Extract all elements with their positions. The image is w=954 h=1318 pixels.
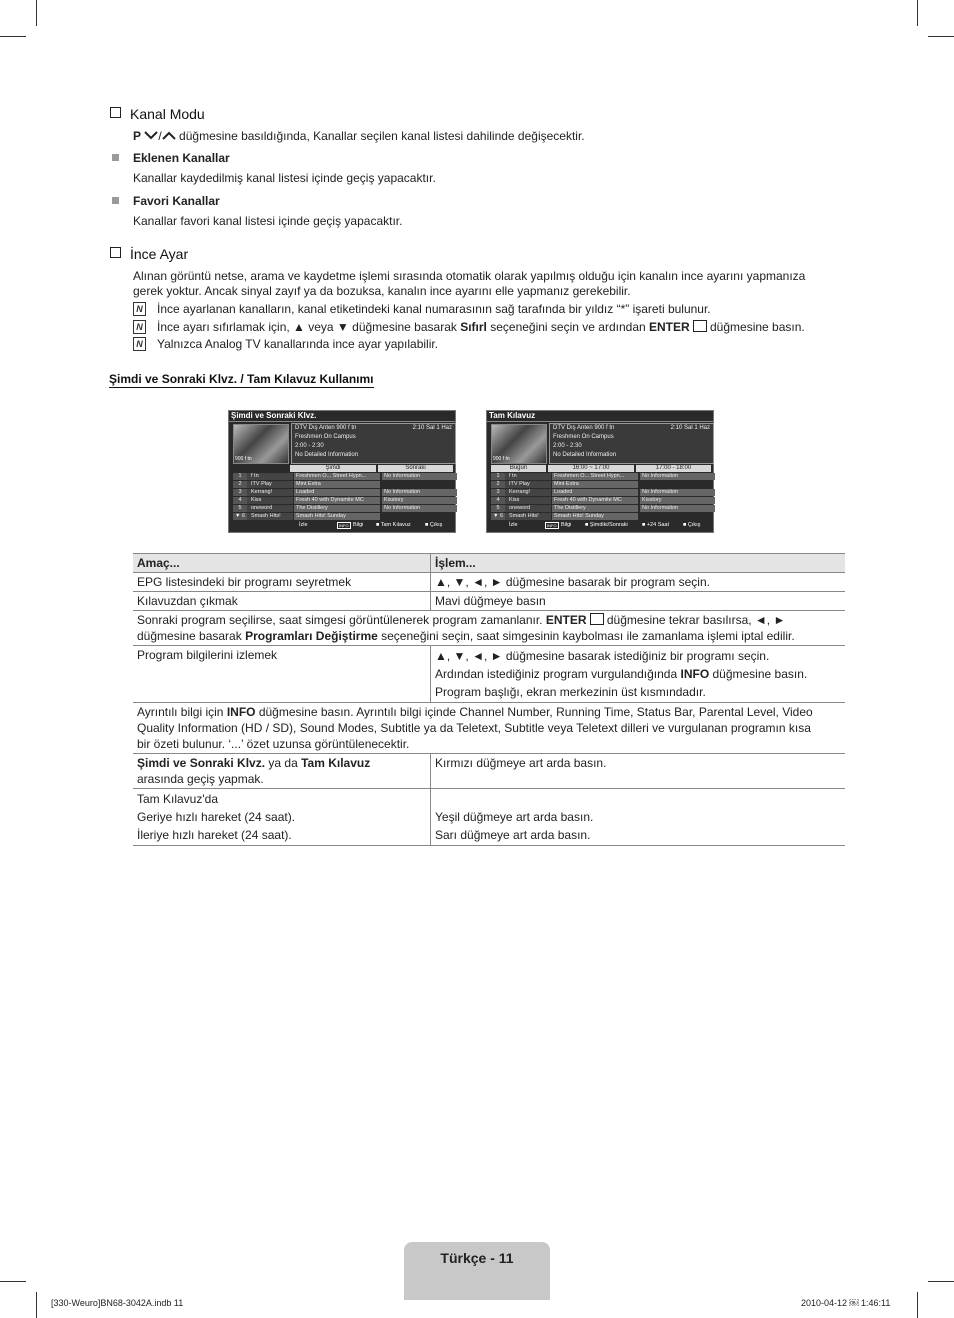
list-item: 3 Kerrang! Loaded No Information [233,489,457,496]
chevron-up-icon [162,131,176,140]
list-item: 4 Kiss Fresh 40 with Dynamite MC Kisstory [491,497,715,504]
list-item: 1 f tn Freshmen O... Street Hypn... No Information [491,473,715,480]
table-row: Program bilgilerini izlemek ▲, ▼, ◄, ► düğmesine basarak istediğiniz bir programı seçin. Ardından istediğiniz program vurgulandığında INFO düğmesine basın. Program başlığı, ekran merkezinin üst kısmındadır. [133,646,845,703]
square-bullet-icon [112,197,119,204]
ince-ayar-body-2: gerek yoktur. Ancak sinyal zayıf ya da bozuksa, kanalın ince ayarını elle yapmanız gerekebilir. [133,284,631,298]
list-item: ▼ 6 Smash Hits! Smash Hits! Sunday [233,513,457,520]
list-item: 4 Kiss Fresh 40 with Dynamite MC Kisstory [233,497,457,504]
checkbox-bullet-icon [110,107,121,118]
tv-screen-full-guide [486,410,714,533]
list-item: 1 f tn Freshmen O... Street Hypn... No Information [233,473,457,480]
list-item: 5 oneword The Distillery No Information [233,505,457,512]
info-badge: INFO [339,523,349,528]
list-item: 2 ITV Play Mint Extra [491,481,715,488]
table-header-row [133,554,845,573]
table-header: Amaç... [133,554,431,573]
list-item: 2 ITV Play Mint Extra [233,481,457,488]
list-item: 3 Kerrang! Loaded No Information [491,489,715,496]
item-text: Kanallar favori kanal listesi içinde geçiş yapacaktır. [133,214,403,228]
tv-screen-now-next [228,410,456,533]
table-row: Şimdi ve Sonraki Klvz. ya da Tam Kılavuz arasında geçiş yapmak. Kırmızı düğmeye art arda basın. [133,754,845,789]
crop-mark [0,36,26,37]
footer-file: [330-Weuro]BN68-3042A.indb 11 [51,1298,184,1308]
column-header: Sonraki [378,465,453,472]
guide-heading: Şimdi ve Sonraki Klvz. / Tam Kılavuz Kullanımı [109,372,374,386]
crop-mark [36,1292,37,1318]
list-item: 5 oneword The Distillery No Information [491,505,715,512]
kanal-modu-intro: P / düğmesine basıldığında, Kanallar seçilen kanal listesi dahilinde değişecektir. [133,129,585,143]
crop-mark [928,36,954,37]
table-row: Tam Kılavuz'da Geriye hızlı hareket (24 saat). İleriye hızlı hareket (24 saat). Yeşil düğmeye art arda basın. Sarı düğmeye art arda basın. [133,789,845,846]
crop-mark [0,1281,26,1282]
list-item: ▼ 6 Smash Hits! Smash Hits! Sunday [491,513,715,520]
screen-header: Tam Kılavuz [487,411,713,422]
screen-footer: İzle INFO Bilgi ■ Şimdiki/Sonraki ■ +24 Saat ■ Çıkış [509,522,701,528]
ince-ayar-body-1: Alınan görüntü netse, arama ve kaydetme işlemi sırasında otomatik olarak yapılmış olduğu için kanalın ince ayarını yapmanıza [133,269,806,283]
item-title: Eklenen Kanallar [133,151,230,165]
enter-icon [590,613,604,625]
crop-mark [917,1292,918,1318]
table-header: İşlem... [431,554,846,573]
preview-thumbnail: 900 f tn [491,424,547,464]
footer-timestamp: 2010-04-12 ￼ 1:46:11 [801,1298,891,1308]
column-header: Şimdi [290,465,376,472]
program-info-box: DTV Dış Anten 900 f tn 2:10 Sal 1 Haz Freshmen On Campus 2:00 - 2:30 No Detailed Information [549,423,714,464]
column-header-day: Bugün [491,465,546,472]
note-text: İnce ayarı sıfırlamak için, ▲ veya ▼ düğmesine basarak Sıfırl seçeneğini seçin ve ardından ENTER düğmesine basın. [157,320,805,334]
note-text: Yalnızca Analog TV kanallarında ince ayar yapılabilir. [157,337,439,351]
info-badge: INFO [547,523,557,528]
section-title-kanal-modu: Kanal Modu [110,106,205,122]
table-row: Ayrıntılı bilgi için INFO düğmesine basın. Ayrıntılı bilgi içinde Channel Number, Running Time, Status Bar, Parental Level, Video Quality Information (HD / SD), Sound Modes, Subtitle ya da Teletext, Subtitle veya Teletext dilleri ve vurgulanan programın kısa bir özeti bulunur. ‘...’ özet uzunsa görüntülenecektir. [133,703,845,754]
crop-mark [928,1281,954,1282]
screen-footer: İzle INFO Bilgi ■ Tam Kılavuz ■ Çıkış [299,522,443,528]
note-icon: N [133,302,146,316]
section-title-ince-ayar: İnce Ayar [110,246,188,262]
table-row: EPG listesindeki bir programı seyretmek ▲, ▼, ◄, ► düğmesine basarak bir program seçin. [133,573,845,592]
crop-mark [917,0,918,26]
table-row: Kılavuzdan çıkmak Mavi düğmeye basın [133,592,845,611]
item-text: Kanallar kaydedilmiş kanal listesi içinde geçiş yapacaktır. [133,171,436,185]
chevron-down-icon [144,131,158,140]
column-header: 17:00 - 18:00 [636,465,711,472]
preview-thumbnail: 900 f tn [233,424,289,464]
column-header: 16:00 ~ 17:00 [548,465,634,472]
page-number-tab: Türkçe - 11 [404,1242,550,1300]
square-bullet-icon [112,154,119,161]
note-icon: N [133,320,146,334]
screen-header: Şimdi ve Sonraki Klvz. [229,411,455,422]
crop-mark [36,0,37,26]
action-table [133,553,845,846]
program-info-box: DTV Dış Anten 900 f tn 2:10 Sal 1 Haz Freshmen On Campus 2:00 - 2:30 No Detailed Information [291,423,456,464]
item-title: Favori Kanallar [133,194,220,208]
table-row: Sonraki program seçilirse, saat simgesi görüntülenerek program zamanlanır. ENTER düğmesine tekrar basılırsa, ◄, ► düğmesine basarak Programları Değiştirme seçeneğini seçin, saat simgesinin kaybolması ile zamanlama işlemi iptal edilir. [133,611,845,646]
enter-icon [693,320,707,332]
note-text: İnce ayarlanan kanalların, kanal etiketindeki kanal numarasının sağ tarafında bir yıldız “*” işareti bulunur. [157,302,711,316]
checkbox-bullet-icon [110,247,121,258]
note-icon: N [133,337,146,351]
